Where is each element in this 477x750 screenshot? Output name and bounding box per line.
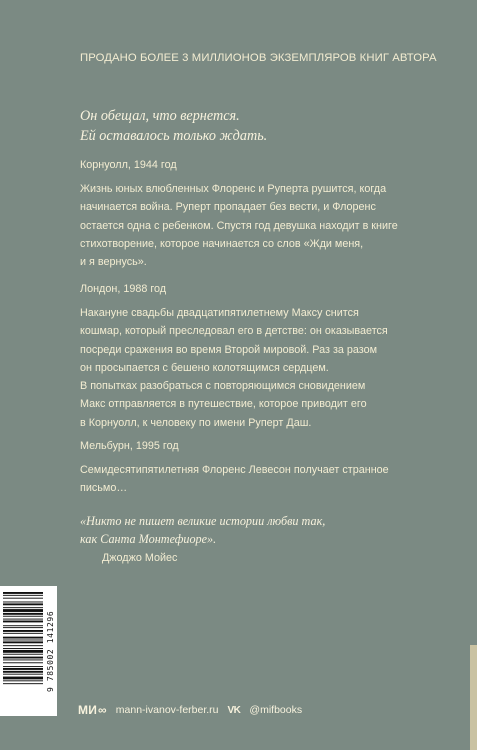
- barcode-bar: [3, 650, 43, 653]
- barcode-bar: [3, 648, 43, 649]
- barcode-bar: [3, 666, 43, 667]
- barcode-bar: [3, 674, 43, 675]
- body-line: кошмар, который преследовал его в детстве: он оказывается: [80, 325, 388, 338]
- infinity-icon: ∞: [98, 703, 107, 717]
- barcode-bar: [3, 625, 43, 626]
- body-line: Семидесятипятилетняя Флоренс Левесон получает странное: [80, 464, 389, 476]
- body-line: письмо…: [80, 482, 128, 495]
- barcode-bar: [3, 616, 43, 617]
- barcode-bar: [3, 602, 43, 603]
- barcode-bar: [3, 598, 43, 599]
- barcode-bar: [3, 595, 43, 596]
- page-edge: [470, 645, 477, 750]
- lead-quote-line: Он обещал, что вернется.: [80, 108, 240, 124]
- barcode-bar: [3, 607, 43, 608]
- barcode-bar: [3, 613, 43, 615]
- social-handle[interactable]: @mifbooks: [249, 704, 303, 716]
- barcode-bar: [3, 592, 43, 594]
- barcode-bar: [3, 627, 43, 628]
- barcode-bar: [3, 619, 43, 620]
- barcode-bar: [3, 662, 43, 663]
- barcode-bar: [3, 621, 43, 623]
- barcode-bar: [3, 603, 43, 605]
- barcode-bars: [0, 590, 46, 712]
- endorsement-line: как Санта Монтефиоре».: [80, 532, 217, 546]
- barcode-bar: [3, 657, 43, 659]
- body-line: В попытках разобраться с повторяющимся сновидением: [80, 380, 366, 393]
- body-line: Накануне свадьбы двадцатипятилетнему Максу снится: [80, 307, 359, 319]
- body-line: остается одна с ребенком. Спустя год девушка находит в книге: [80, 219, 398, 232]
- section-title-cornwall: Корнуолл, 1944 год: [80, 159, 177, 171]
- publisher-footer: [78, 702, 302, 718]
- barcode-bar: [3, 641, 43, 643]
- barcode-bar: [3, 671, 43, 673]
- barcode-bar: [3, 630, 43, 632]
- publisher-logo: [78, 703, 107, 717]
- endorsement-line: «Никто не пишет великие истории любви так,: [80, 514, 326, 528]
- barcode-bar: [3, 677, 43, 680]
- body-line: Жизнь юных влюбленных Флоренс и Руперта рушится, когда: [80, 183, 387, 195]
- section-body-london: [80, 304, 440, 432]
- barcode-bar: [3, 633, 43, 634]
- body-line: и я вернусь».: [80, 256, 147, 269]
- vk-icon: VK: [227, 704, 241, 716]
- endorsement-quote: [80, 512, 440, 548]
- barcode-bar: [3, 609, 43, 612]
- sales-banner: ПРОДАНО БОЛЕЕ 3 МИЛЛИОНОВ ЭКЗЕМПЛЯРОВ КНИГ АВТОРА: [80, 52, 437, 64]
- barcode-bar: [3, 654, 43, 655]
- body-line: начинается война. Руперт пропадает без вести, и Флоренс: [80, 201, 376, 214]
- body-line: стихотворение, которое начинается со слов «Жди меня,: [80, 237, 364, 250]
- barcode-bar: [3, 640, 43, 641]
- website-link[interactable]: mann-ivanov-ferber.ru: [115, 704, 219, 716]
- barcode-bar: [3, 683, 43, 684]
- barcode-bar: [3, 659, 43, 660]
- body-line: посреди сражения во время Второй мировой. Раз за разом: [80, 343, 378, 356]
- barcode-bar: [3, 637, 43, 639]
- lead-quote-line: Ей оставалось только ждать.: [80, 128, 268, 144]
- endorsement-author: Джоджо Мойес: [102, 552, 178, 564]
- section-body-melbourne: [80, 461, 440, 498]
- section-body-cornwall: [80, 180, 440, 271]
- barcode-digits: 9 785002 141296: [46, 610, 55, 692]
- barcode-bar: [3, 680, 43, 681]
- logo-text: МИ: [78, 703, 98, 717]
- body-line: он просыпается с бешено колотящимся сердцем.: [80, 361, 329, 374]
- barcode-bar: [3, 668, 43, 670]
- lead-quote: [80, 106, 440, 146]
- isbn-barcode: [0, 586, 57, 716]
- body-line: Макс отправляется в путешествие, которое приводит его: [80, 398, 367, 411]
- barcode-bar: [3, 645, 43, 646]
- section-title-melbourne: Мельбурн, 1995 год: [80, 440, 179, 452]
- body-line: в Корнуолл, к человеку по имени Руперт Даш.: [80, 416, 312, 429]
- section-title-london: Лондон, 1988 год: [80, 283, 167, 295]
